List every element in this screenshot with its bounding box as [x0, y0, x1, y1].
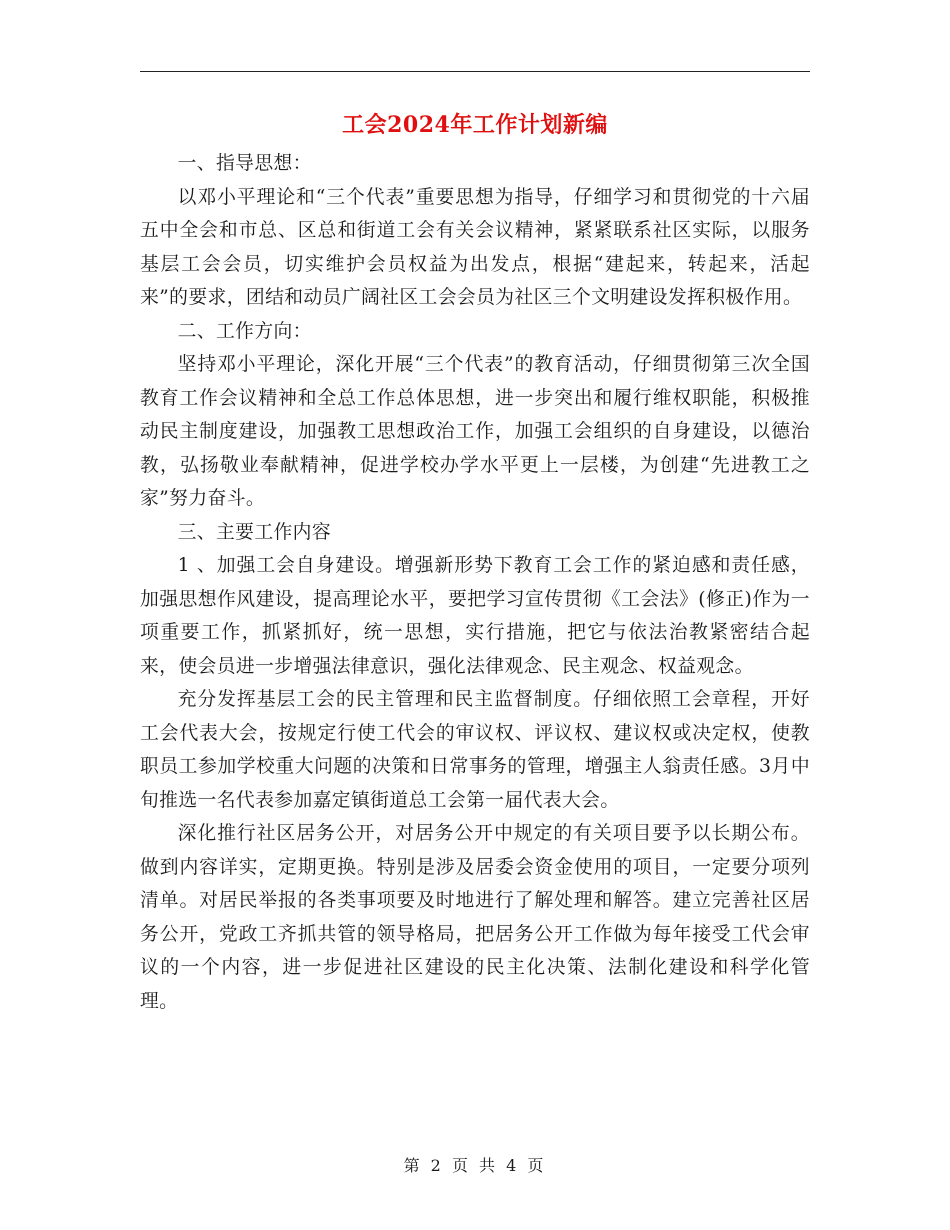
- paragraph: 以邓小平理论和“三个代表”重要思想为指导，仔细学习和贯彻党的十六届五中全会和市总、区总和街道工会有关会议精神，紧紧联系社区实际，以服务基层工会会员，切实维护会员权益为出发点，根据“建起来，转起来，活起来”的要求，团结和动员广阔社区工会会员为社区三个文明建设发挥积极作用。: [140, 186, 810, 308]
- document-body: [140, 147, 810, 1018]
- page-number-footer: 第 2 页 共 4 页: [403, 1156, 547, 1175]
- paragraph: 深化推行社区居务公开，对居务公开中规定的有关项目要予以长期公布。做到内容详实，定期更换。特别是涉及居委会资金使用的项目，一定要分项列清单。对居民举报的各类事项要及时地进行了解处理和解答。建立完善社区居务公开，党政工齐抓共管的领导格局，把居务公开工作做为每年接受工代会审议的一个内容，进一步促进社区建设的民主化决策、法制化建设和科学化管理。: [140, 823, 810, 1012]
- paragraph: 1 、加强工会自身建设。增强新形势下教育工会工作的紧迫感和责任感，加强思想作风建设，提高理论水平，要把学习宣传贯彻《工会法》(修正)作为一项重要工作，抓紧抓好，统一思想，实行措施，把它与依法治教紧密结合起来，使会员进一步增强法律意识，强化法律观念、民主观念、权益观念。: [140, 555, 810, 677]
- header-rule: [140, 71, 810, 72]
- document-title: 工会2024年工作计划新编: [342, 112, 608, 138]
- paragraph: 充分发挥基层工会的民主管理和民主监督制度。仔细依照工会章程，开好工会代表大会，按规定行使工代会的审议权、评议权、建议权或决定权，使教职员工参加学校重大问题的决策和日常事务的管理，增强主人翁责任感。3月中旬推选一名代表参加嘉定镇街道总工会第一届代表大会。: [140, 689, 810, 811]
- paragraph-heading-work-direction: 二、工作方向：: [177, 320, 312, 342]
- paragraph-heading-guiding-thought: 一、指导思想：: [177, 153, 312, 174]
- paragraph: 坚持邓小平理论，深化开展“三个代表”的教育活动，仔细贯彻第三次全国教育工作会议精神和全总工作总体思想，进一步突出和履行维权职能，积极推动民主制度建设，加强教工思想政治工作，加强工会组织的自身建设，以德治教，弘扬敬业奉献精神，促进学校办学水平更上一层楼，为创建“先进教工之家”努力奋斗。: [140, 354, 810, 509]
- paragraph-heading-main-content: 三、主要工作内容: [177, 521, 332, 543]
